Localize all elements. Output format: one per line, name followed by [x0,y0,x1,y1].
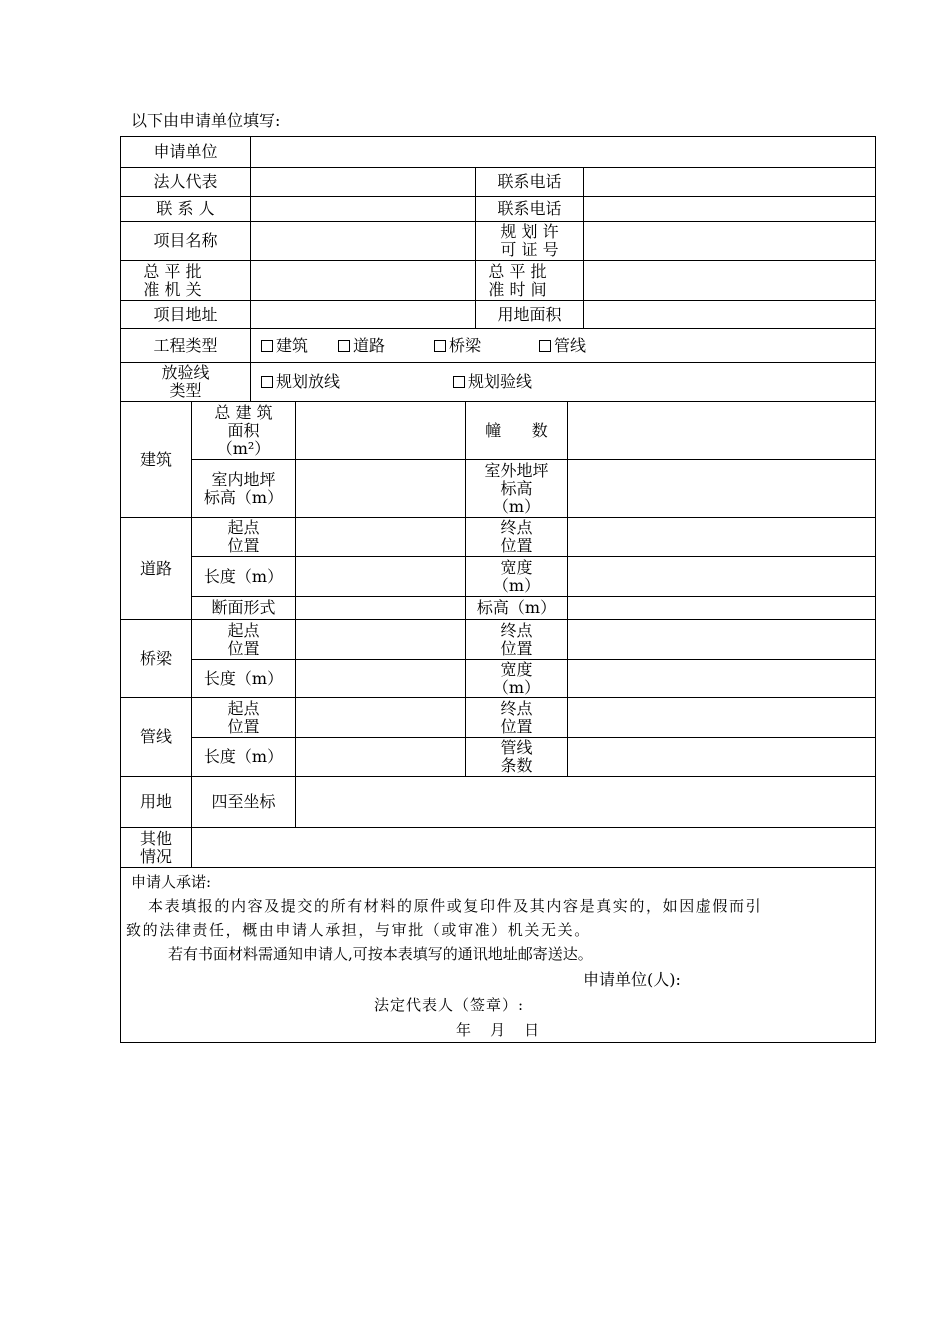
label-road-section: 断面形式 [211,598,276,617]
label-bridge-start: 起点 位置 [227,620,260,658]
signature-rep-label: 法定代表人（签章）: [374,996,525,1014]
label-total-floor-area: 总 建 筑 面积 （m²） [214,402,273,458]
statement-line: 若有书面材料需通知申请人,可按本表填写的通讯地址邮寄送达。 [168,945,593,963]
checkbox-planning-setout[interactable]: 规划放线 [261,373,340,391]
section-land: 用地 [139,792,172,811]
label-phone: 联系电话 [497,172,562,191]
label-road-length: 长度（m） [203,566,284,586]
checkbox-building[interactable]: 建筑 [261,337,308,355]
section-building: 建筑 [139,449,172,469]
label-legal-rep: 法人代表 [153,172,218,191]
label-bridge-width: 宽度 （m） [492,659,541,697]
label-pipeline-length: 长度（m） [203,747,284,766]
label-bridge-end: 终点 位置 [500,620,533,658]
statement-line: 本表填报的内容及提交的所有材料的原件或复印件及其内容是真实的，如因虚假而引 [148,897,763,915]
col-divider [583,167,584,329]
section-road: 道路 [139,558,172,578]
label-project-name: 项目名称 [153,231,218,250]
col-divider [295,401,296,828]
label-approval-time: 总 平 批 准 时 间 [488,261,547,299]
border-right [875,136,876,1043]
checkbox-bridge[interactable]: 桥梁 [434,337,481,355]
signature-date: 年 月 日 [456,1021,540,1039]
label-approval-org: 总 平 批 准 机 关 [143,261,202,299]
checkbox-square-icon[interactable] [434,340,446,352]
border-bottom [120,1042,876,1043]
label-pipeline-end: 终点 位置 [500,698,533,736]
signature-unit-label: 申请单位(人): [583,970,681,989]
row-divider [120,827,876,828]
checkbox-square-icon[interactable] [338,340,350,352]
label-bridge-length: 长度（m） [203,668,284,688]
label-project-address: 项目地址 [153,304,218,324]
checkbox-square-icon[interactable] [261,376,273,388]
checkbox-square-icon[interactable] [453,376,465,388]
checkbox-square-icon[interactable] [261,340,273,352]
label-road-end: 终点 位置 [500,518,533,555]
section-other: 其他 情况 [139,828,172,866]
intro-text: 以下由申请单位填写: [131,111,281,130]
label-phone: 联系电话 [497,199,562,218]
label-permit-number: 规 划 许 可 证 号 [500,222,559,259]
label-indoor-elevation: 室内地坪 标高（m） [203,469,284,507]
label-land-area: 用地面积 [497,304,562,324]
label-road-width: 宽度 （m） [492,557,541,595]
row-divider [120,867,876,868]
section-bridge: 桥梁 [139,648,172,668]
label-survey-type: 放验线 类型 [161,363,210,400]
label-contact: 联 系 人 [156,199,215,218]
label-pipeline-start: 起点 位置 [227,698,260,736]
statement-heading: 申请人承诺: [131,873,212,891]
col-divider [250,136,251,402]
label-road-elevation: 标高（m） [476,598,557,617]
checkbox-planning-check[interactable]: 规划验线 [453,373,532,391]
label-applicant-unit: 申请单位 [153,142,218,161]
col-divider [567,401,568,777]
label-road-start: 起点 位置 [227,518,260,555]
label-outdoor-elevation: 室外地坪 标高 （m） [484,460,549,516]
checkbox-square-icon[interactable] [539,340,551,352]
statement-line: 致的法律责任，概由申请人承担，与审批（或审准）机关无关。 [126,921,591,939]
label-boundary-coords: 四至坐标 [211,792,276,811]
section-pipeline: 管线 [139,727,172,746]
label-pipeline-count: 管线 条数 [500,738,533,775]
checkbox-road[interactable]: 道路 [338,337,385,355]
label-project-type: 工程类型 [153,335,218,355]
checkbox-pipeline[interactable]: 管线 [539,337,586,355]
label-building-count: 幢 数 [485,420,548,440]
